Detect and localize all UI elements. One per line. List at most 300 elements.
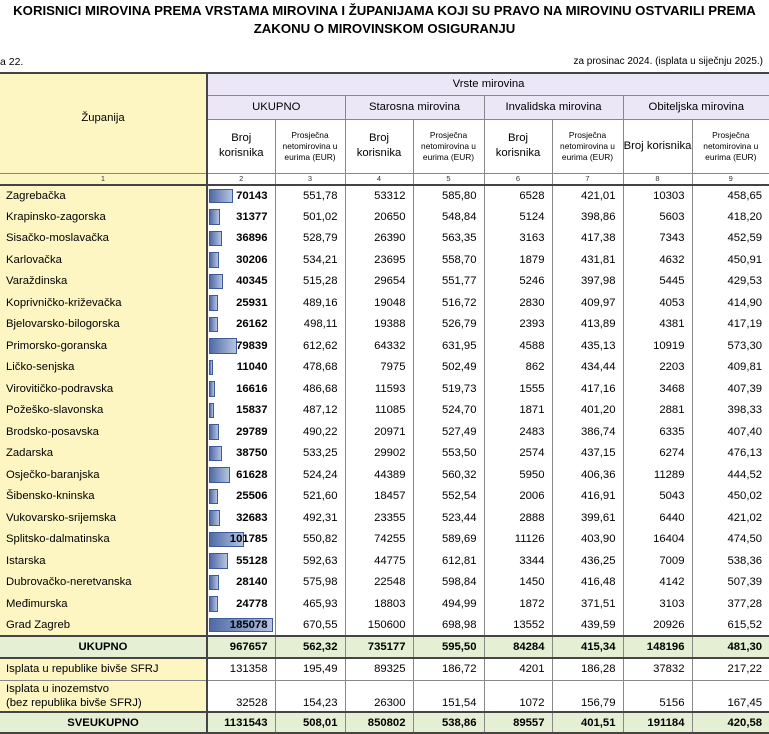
cell: 13552	[484, 615, 552, 637]
cell: 89325	[345, 658, 413, 680]
data-bar	[209, 510, 220, 526]
cell: 377,28	[692, 593, 769, 615]
cell: 3103	[623, 593, 692, 615]
cell: 698,98	[413, 615, 484, 637]
cell: 523,44	[413, 507, 484, 529]
cell: 131358	[207, 658, 275, 680]
cell: 3163	[484, 228, 552, 250]
data-bar	[209, 596, 218, 612]
cell-value: 40345	[236, 275, 268, 288]
cell: 7009	[623, 550, 692, 572]
county-row	[0, 292, 769, 314]
total-count-cell	[207, 292, 275, 314]
data-bar	[209, 231, 222, 247]
cell-value: 185078	[229, 618, 268, 631]
cell-value: 79839	[236, 339, 268, 352]
total-row	[0, 636, 769, 658]
cell: 444,52	[692, 464, 769, 486]
total-count-cell	[207, 335, 275, 357]
total-label: UKUPNO	[78, 641, 128, 653]
total-count-cell	[207, 486, 275, 508]
cell: 74255	[345, 529, 413, 551]
county-name: Vukovarsko-srijemska	[0, 507, 207, 529]
cell: 850802	[345, 712, 413, 733]
total-count-cell	[207, 185, 275, 207]
cell: 29902	[345, 443, 413, 465]
county-name: Koprivničko-križevačka	[0, 292, 207, 314]
cell: 4142	[623, 572, 692, 594]
county-name: Zagrebačka	[0, 185, 207, 207]
cell: 23355	[345, 507, 413, 529]
cell: 1131543	[207, 712, 275, 733]
cell: 592,63	[275, 550, 345, 572]
cell: 4588	[484, 335, 552, 357]
county-row	[0, 443, 769, 465]
cell: 670,55	[275, 615, 345, 637]
avg-header: Prosječna netomirovina u eurima (EUR)	[692, 119, 769, 173]
county-row	[0, 228, 769, 250]
cell: 417,38	[552, 228, 623, 250]
data-bar	[209, 317, 218, 333]
avg-header: Prosječna netomirovina u eurima (EUR)	[275, 119, 345, 173]
cell: 2881	[623, 400, 692, 422]
cell: 406,36	[552, 464, 623, 486]
grand-total-row	[0, 712, 769, 733]
cell: 595,50	[413, 636, 484, 658]
cell: 589,69	[413, 529, 484, 551]
grand-total-label: SVEUKUPNO	[67, 716, 139, 729]
cell: 6528	[484, 185, 552, 207]
cell: 20971	[345, 421, 413, 443]
cell: 551,78	[275, 185, 345, 207]
cell: 2830	[484, 292, 552, 314]
cell: 538,36	[692, 550, 769, 572]
cell: 524,70	[413, 400, 484, 422]
county-row	[0, 550, 769, 572]
cell-value: 61628	[236, 468, 268, 481]
col-index: 3	[275, 173, 345, 185]
total-count-cell	[207, 206, 275, 228]
cell: 401,51	[552, 712, 623, 733]
cell: 437,15	[552, 443, 623, 465]
total-count-cell	[207, 400, 275, 422]
county-row	[0, 464, 769, 486]
cell-value: 16616	[236, 382, 268, 395]
cell: 5124	[484, 206, 552, 228]
total-count-cell	[207, 378, 275, 400]
cell: 573,30	[692, 335, 769, 357]
total-count-cell	[207, 249, 275, 271]
county-name: Istarska	[0, 550, 207, 572]
cell: 474,50	[692, 529, 769, 551]
cell: 1072	[484, 680, 552, 712]
data-bar	[209, 360, 213, 376]
cell-value: 31377	[236, 210, 268, 223]
type-header-disability: Invalidska mirovina	[484, 95, 623, 119]
count-header: Broj korisnika	[623, 119, 692, 173]
total-count-cell	[207, 615, 275, 637]
cell-value: 70143	[236, 189, 268, 202]
data-bar	[209, 403, 214, 419]
cell-value: 24778	[236, 597, 268, 610]
county-name: Sisačko-moslavačka	[0, 228, 207, 250]
cell: 498,11	[275, 314, 345, 336]
total-count-cell	[207, 443, 275, 465]
total-count-cell	[207, 464, 275, 486]
cell: 490,22	[275, 421, 345, 443]
data-bar	[209, 295, 218, 311]
cell: 7975	[345, 357, 413, 379]
count-header: Broj korisnika	[345, 119, 413, 173]
county-name: Međimurska	[0, 593, 207, 615]
county-row	[0, 314, 769, 336]
cell: 397,98	[552, 271, 623, 293]
cell: 1879	[484, 249, 552, 271]
cell: 11126	[484, 529, 552, 551]
total-count-cell	[207, 228, 275, 250]
cell-value: 28140	[236, 576, 268, 589]
cell: 458,65	[692, 185, 769, 207]
row-label-line-2: (bez republika bivše SFRJ)	[6, 696, 142, 709]
cell: 4381	[623, 314, 692, 336]
row-label: Isplata u republike bivše SFRJ	[0, 658, 207, 680]
cell: 37832	[623, 658, 692, 680]
county-name: Krapinsko-zagorska	[0, 206, 207, 228]
avg-header: Prosječna netomirovina u eurima (EUR)	[413, 119, 484, 173]
county-header: Županija	[0, 73, 207, 173]
cell: 16404	[623, 529, 692, 551]
cell: 551,77	[413, 271, 484, 293]
cell: 5950	[484, 464, 552, 486]
cell: 195,49	[275, 658, 345, 680]
cell: 421,01	[552, 185, 623, 207]
data-bar	[209, 467, 230, 483]
cell: 414,90	[692, 292, 769, 314]
cell: 533,25	[275, 443, 345, 465]
county-row	[0, 486, 769, 508]
page-title	[0, 2, 769, 38]
cell: 434,44	[552, 357, 623, 379]
cell-value: 25931	[236, 296, 268, 309]
cell: 420,58	[692, 712, 769, 733]
cell: 6274	[623, 443, 692, 465]
extra-row-sfrj	[0, 658, 769, 680]
county-name: Požeško-slavonska	[0, 400, 207, 422]
cell: 515,28	[275, 271, 345, 293]
cell: 550,82	[275, 529, 345, 551]
row-label	[0, 680, 207, 712]
col-index: 7	[552, 173, 623, 185]
cell: 371,51	[552, 593, 623, 615]
cell: 26300	[345, 680, 413, 712]
county-name: Varaždinska	[0, 271, 207, 293]
cell: 418,20	[692, 206, 769, 228]
county-name: Brodsko-posavska	[0, 421, 207, 443]
cell: 421,02	[692, 507, 769, 529]
cell: 450,91	[692, 249, 769, 271]
cell: 575,98	[275, 572, 345, 594]
cell: 585,80	[413, 185, 484, 207]
cell: 386,74	[552, 421, 623, 443]
county-rows	[0, 185, 769, 637]
cell: 612,62	[275, 335, 345, 357]
cell: 429,53	[692, 271, 769, 293]
county-name: Osječko-baranjska	[0, 464, 207, 486]
cell: 10303	[623, 185, 692, 207]
cell: 558,70	[413, 249, 484, 271]
cell: 527,49	[413, 421, 484, 443]
cell: 5043	[623, 486, 692, 508]
cell: 478,68	[275, 357, 345, 379]
county-row	[0, 185, 769, 207]
county-row	[0, 615, 769, 637]
cell: 26390	[345, 228, 413, 250]
county-name: Virovitičko-podravska	[0, 378, 207, 400]
cell: 217,22	[692, 658, 769, 680]
cell: 32528	[207, 680, 275, 712]
cell: 417,19	[692, 314, 769, 336]
cell: 415,34	[552, 636, 623, 658]
cell: 4053	[623, 292, 692, 314]
cell: 435,13	[552, 335, 623, 357]
cell: 631,95	[413, 335, 484, 357]
cell: 53312	[345, 185, 413, 207]
cell: 507,39	[692, 572, 769, 594]
cell: 431,81	[552, 249, 623, 271]
data-bar	[209, 252, 219, 268]
cell: 492,31	[275, 507, 345, 529]
county-name: Primorsko-goranska	[0, 335, 207, 357]
cell: 398,86	[552, 206, 623, 228]
cell: 5445	[623, 271, 692, 293]
cell: 20650	[345, 206, 413, 228]
cell-value: 36896	[236, 232, 268, 245]
type-header-total: UKUPNO	[207, 95, 345, 119]
cell: 11289	[623, 464, 692, 486]
cell: 526,79	[413, 314, 484, 336]
cell: 1872	[484, 593, 552, 615]
cell: 407,39	[692, 378, 769, 400]
cell: 186,28	[552, 658, 623, 680]
cell: 528,79	[275, 228, 345, 250]
cell: 534,21	[275, 249, 345, 271]
cell: 967657	[207, 636, 275, 658]
data-bar	[209, 489, 218, 505]
cell: 409,81	[692, 357, 769, 379]
data-bar	[209, 446, 222, 462]
cell-value: 101785	[229, 533, 268, 546]
county-name: Grad Zagreb	[0, 615, 207, 637]
cell: 2483	[484, 421, 552, 443]
avg-header: Prosječna netomirovina u eurima (EUR)	[552, 119, 623, 173]
col-index: 8	[623, 173, 692, 185]
cell: 151,54	[413, 680, 484, 712]
cell: 44775	[345, 550, 413, 572]
cell: 1871	[484, 400, 552, 422]
cell: 4632	[623, 249, 692, 271]
cell: 2574	[484, 443, 552, 465]
cell: 409,97	[552, 292, 623, 314]
cell: 5603	[623, 206, 692, 228]
cell: 562,32	[275, 636, 345, 658]
table-number: a 22.	[0, 56, 24, 68]
cell: 5156	[623, 680, 692, 712]
data-bar	[209, 553, 228, 569]
cell: 19048	[345, 292, 413, 314]
data-bar	[209, 274, 223, 290]
cell: 29654	[345, 271, 413, 293]
cell: 5246	[484, 271, 552, 293]
cell: 516,72	[413, 292, 484, 314]
cell: 2006	[484, 486, 552, 508]
county-row	[0, 421, 769, 443]
county-name: Bjelovarsko-bilogorska	[0, 314, 207, 336]
title-line-1: KORISNICI MIROVINA PREMA VRSTAMA MIROVINA I ŽUPANIJAMA KOJI SU PRAVO NA MIROVINU OSTVARILI PREMA	[13, 3, 756, 18]
cell: 416,48	[552, 572, 623, 594]
cell: 23695	[345, 249, 413, 271]
cell: 735177	[345, 636, 413, 658]
cell: 398,33	[692, 400, 769, 422]
county-name: Karlovačka	[0, 249, 207, 271]
cell: 439,59	[552, 615, 623, 637]
cell-value: 26162	[236, 318, 268, 331]
county-row	[0, 378, 769, 400]
cell-value: 29789	[236, 425, 268, 438]
cell-value: 30206	[236, 253, 268, 266]
type-header-survivor: Obiteljska mirovina	[623, 95, 769, 119]
cell: 19388	[345, 314, 413, 336]
cell: 1555	[484, 378, 552, 400]
count-header: Broj korisnika	[207, 119, 275, 173]
cell: 452,59	[692, 228, 769, 250]
cell: 3468	[623, 378, 692, 400]
data-bar	[209, 424, 219, 440]
extra-row-abroad	[0, 680, 769, 712]
pension-table	[0, 72, 769, 734]
cell: 417,16	[552, 378, 623, 400]
cell: 465,93	[275, 593, 345, 615]
cell: 476,13	[692, 443, 769, 465]
type-header-old-age: Starosna mirovina	[345, 95, 484, 119]
total-count-cell	[207, 593, 275, 615]
cell: 553,50	[413, 443, 484, 465]
cell: 494,99	[413, 593, 484, 615]
total-count-cell	[207, 421, 275, 443]
county-name: Dubrovačko-neretvanska	[0, 572, 207, 594]
cell: 10919	[623, 335, 692, 357]
county-row	[0, 335, 769, 357]
cell: 481,30	[692, 636, 769, 658]
cell: 615,52	[692, 615, 769, 637]
total-count-cell	[207, 529, 275, 551]
cell: 489,16	[275, 292, 345, 314]
cell: 598,84	[413, 572, 484, 594]
county-row	[0, 206, 769, 228]
cell: 148196	[623, 636, 692, 658]
cell: 862	[484, 357, 552, 379]
cell: 18803	[345, 593, 413, 615]
cell: 436,25	[552, 550, 623, 572]
county-name: Šibensko-kninska	[0, 486, 207, 508]
cell: 167,45	[692, 680, 769, 712]
county-row	[0, 529, 769, 551]
data-bar	[209, 189, 233, 204]
cell: 150600	[345, 615, 413, 637]
data-bar	[209, 209, 220, 225]
cell: 399,61	[552, 507, 623, 529]
cell: 519,73	[413, 378, 484, 400]
cell: 3344	[484, 550, 552, 572]
county-row	[0, 400, 769, 422]
county-row	[0, 271, 769, 293]
data-bar	[209, 338, 237, 354]
cell: 450,02	[692, 486, 769, 508]
cell: 11593	[345, 378, 413, 400]
count-header: Broj korisnika	[484, 119, 552, 173]
cell: 486,68	[275, 378, 345, 400]
cell: 521,60	[275, 486, 345, 508]
cell: 413,89	[552, 314, 623, 336]
cell: 501,02	[275, 206, 345, 228]
cell: 7343	[623, 228, 692, 250]
col-index: 5	[413, 173, 484, 185]
county-row	[0, 572, 769, 594]
cell: 89557	[484, 712, 552, 733]
cell: 524,24	[275, 464, 345, 486]
cell: 186,72	[413, 658, 484, 680]
cell: 84284	[484, 636, 552, 658]
county-row	[0, 593, 769, 615]
cell: 156,79	[552, 680, 623, 712]
cell: 548,84	[413, 206, 484, 228]
cell: 401,20	[552, 400, 623, 422]
total-count-cell	[207, 550, 275, 572]
cell: 508,01	[275, 712, 345, 733]
data-bar	[209, 381, 215, 397]
col-index: 2	[207, 173, 275, 185]
col-index: 4	[345, 173, 413, 185]
cell: 538,86	[413, 712, 484, 733]
cell: 560,32	[413, 464, 484, 486]
cell: 154,23	[275, 680, 345, 712]
cell: 11085	[345, 400, 413, 422]
cell: 2203	[623, 357, 692, 379]
cell: 416,91	[552, 486, 623, 508]
cell-value: 55128	[236, 554, 268, 567]
cell: 22548	[345, 572, 413, 594]
county-name: Zadarska	[0, 443, 207, 465]
cell: 552,54	[413, 486, 484, 508]
cell: 403,90	[552, 529, 623, 551]
total-count-cell	[207, 271, 275, 293]
county-name: Ličko-senjska	[0, 357, 207, 379]
period-label: za prosinac 2024. (isplata u siječnju 2025.)	[573, 56, 763, 67]
cell: 4201	[484, 658, 552, 680]
total-count-cell	[207, 572, 275, 594]
cell: 563,35	[413, 228, 484, 250]
cell: 502,49	[413, 357, 484, 379]
total-count-cell	[207, 314, 275, 336]
cell-value: 25506	[236, 490, 268, 503]
cell: 407,40	[692, 421, 769, 443]
cell-value: 15837	[236, 404, 268, 417]
cell: 18457	[345, 486, 413, 508]
county-row	[0, 249, 769, 271]
data-bar	[209, 575, 219, 591]
county-row	[0, 357, 769, 379]
total-count-cell	[207, 507, 275, 529]
county-row	[0, 507, 769, 529]
